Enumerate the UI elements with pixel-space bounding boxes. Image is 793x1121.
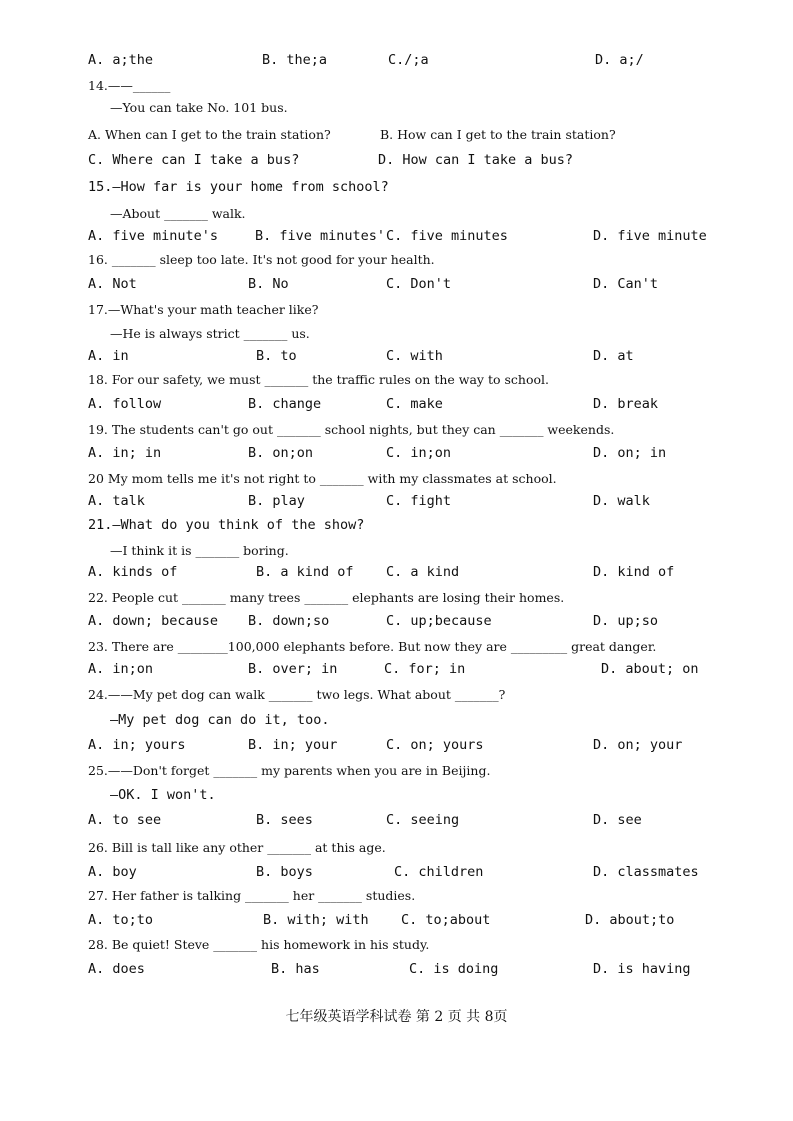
answer-option: C. make [386, 396, 443, 412]
answer-option: D. five minute [593, 228, 707, 244]
question-line [0, 611, 793, 631]
question-line [0, 300, 793, 320]
answer-option: B. sees [256, 812, 313, 828]
question-line [0, 250, 793, 270]
answer-option: C. with [386, 348, 443, 364]
answer-option: A. down; because [88, 613, 219, 629]
question-line [0, 491, 793, 511]
question-line [0, 420, 793, 440]
answer-option: B. a kind of [256, 564, 354, 580]
question-line [0, 588, 793, 608]
question-line [0, 150, 793, 170]
answer-option: —OK. I won't. [110, 787, 216, 803]
question-line [0, 838, 793, 858]
question-line [0, 659, 793, 679]
answer-option: B. change [248, 396, 322, 412]
answer-option: B. over; in [248, 661, 338, 677]
question-line [0, 886, 793, 906]
question-line [0, 935, 793, 955]
question-line [0, 710, 793, 730]
question-text: 24.——My pet dog can walk _______ two legs. What about _______? [88, 687, 506, 702]
question-line [0, 735, 793, 755]
question-line [0, 562, 793, 582]
question-text: A. When can I get to the train station? [88, 127, 331, 142]
answer-option: C. Don't [386, 276, 452, 292]
answer-option: C. is doing [409, 961, 499, 977]
question-line [0, 125, 793, 145]
answer-option: —My pet dog can do it, too. [110, 712, 330, 728]
answer-option: D. Can't [593, 276, 659, 292]
question-line [0, 469, 793, 489]
answer-option: C. on; yours [386, 737, 484, 753]
answer-option: C. for; in [384, 661, 466, 677]
answer-option: A. in; in [88, 445, 162, 461]
question-line [0, 50, 793, 70]
question-line [0, 959, 793, 979]
answer-option: C. up;because [386, 613, 492, 629]
answer-option: C. seeing [386, 812, 460, 828]
answer-option: D. a;/ [595, 52, 644, 68]
answer-option: C. children [394, 864, 484, 880]
answer-option: A. kinds of [88, 564, 178, 580]
answer-option: D. break [593, 396, 659, 412]
question-line [0, 346, 793, 366]
question-line [0, 274, 793, 294]
question-text: —You can take No. 101 bus. [110, 100, 288, 115]
question-text: 27. Her father is talking _______ her _______ studies. [88, 888, 416, 903]
question-line [0, 324, 793, 344]
question-line [0, 204, 793, 224]
answer-option: A. does [88, 961, 145, 977]
question-line [0, 76, 793, 96]
answer-option: D. classmates [593, 864, 699, 880]
question-text: B. How can I get to the train station? [380, 127, 616, 142]
answer-option: A. Not [88, 276, 137, 292]
answer-option: D. at [593, 348, 634, 364]
question-text: 14.——______ [88, 78, 171, 93]
answer-option: B. play [248, 493, 305, 509]
question-text: 16. _______ sleep too late. It's not good for your health. [88, 252, 435, 267]
question-line [0, 761, 793, 781]
answer-option: A. to;to [88, 912, 154, 928]
answer-option: A. in [88, 348, 129, 364]
answer-option: D. see [593, 812, 642, 828]
answer-option: C. a kind [386, 564, 460, 580]
answer-option: B. five minutes' [255, 228, 386, 244]
question-text: 19. The students can't go out _______ school nights, but they can _______ weekends. [88, 422, 615, 437]
answer-option: C. in;on [386, 445, 452, 461]
question-line [0, 637, 793, 657]
answer-option: A. boy [88, 864, 137, 880]
answer-option: B. has [271, 961, 320, 977]
answer-option: 21.—What do you think of the show? [88, 517, 365, 533]
question-line [0, 177, 793, 197]
question-line [0, 810, 793, 830]
answer-option: B. boys [256, 864, 313, 880]
answer-option: D. walk [593, 493, 650, 509]
question-line [0, 226, 793, 246]
answer-option: D. on; in [593, 445, 667, 461]
question-text: 23. There are ________100,000 elephants before. But now they are _________ great danger. [88, 639, 657, 654]
question-text: 20 My mom tells me it's not right to _______ with my classmates at school. [88, 471, 557, 486]
question-text: —He is always strict _______ us. [110, 326, 310, 341]
question-line [0, 685, 793, 705]
question-text: 26. Bill is tall like any other _______ at this age. [88, 840, 386, 855]
question-line [0, 785, 793, 805]
answer-option: B. the;a [262, 52, 328, 68]
question-line [0, 443, 793, 463]
answer-option: A. in;on [88, 661, 154, 677]
answer-option: A. talk [88, 493, 145, 509]
question-text: 18. For our safety, we must _______ the traffic rules on the way to school. [88, 372, 549, 387]
answer-option: C. to;about [401, 912, 491, 928]
answer-option: D. about; on [601, 661, 699, 677]
question-text: —I think it is _______ boring. [110, 543, 289, 558]
question-text: 17.—What's your math teacher like? [88, 302, 319, 317]
answer-option: D. How can I take a bus? [378, 152, 574, 168]
answer-option: B. to [256, 348, 297, 364]
answer-option: B. on;on [248, 445, 314, 461]
answer-option: C. fight [386, 493, 452, 509]
answer-option: D. up;so [593, 613, 659, 629]
question-line [0, 370, 793, 390]
answer-option: B. with; with [263, 912, 369, 928]
answer-option: A. to see [88, 812, 162, 828]
answer-option: D. about;to [585, 912, 675, 928]
answer-option: A. a;the [88, 52, 154, 68]
question-text: —About _______ walk. [110, 206, 246, 221]
question-line [0, 98, 793, 118]
question-text: 22. People cut _______ many trees _______ elephants are losing their homes. [88, 590, 565, 605]
answer-option: A. follow [88, 396, 162, 412]
question-line [0, 910, 793, 930]
answer-option: B. in; your [248, 737, 338, 753]
answer-option: D. kind of [593, 564, 675, 580]
answer-option: D. on; your [593, 737, 683, 753]
answer-option: B. No [248, 276, 289, 292]
question-line [0, 515, 793, 535]
question-text: 28. Be quiet! Steve _______ his homework in his study. [88, 937, 430, 952]
answer-option: D. is having [593, 961, 691, 977]
answer-option: A. in; yours [88, 737, 186, 753]
question-line [0, 394, 793, 414]
answer-option: C. Where can I take a bus? [88, 152, 300, 168]
answer-option: B. down;so [248, 613, 330, 629]
page-footer: 七年级英语学科试卷 第 2 页 共 8页 [285, 1009, 508, 1025]
answer-option: A. five minute's [88, 228, 219, 244]
answer-option: 15.—How far is your home from school? [88, 179, 389, 195]
question-line [0, 862, 793, 882]
answer-option: C. five minutes [386, 228, 508, 244]
question-text: 25.——Don't forget _______ my parents when you are in Beijing. [88, 763, 491, 778]
question-line [0, 541, 793, 561]
answer-option: C./;a [388, 52, 429, 68]
